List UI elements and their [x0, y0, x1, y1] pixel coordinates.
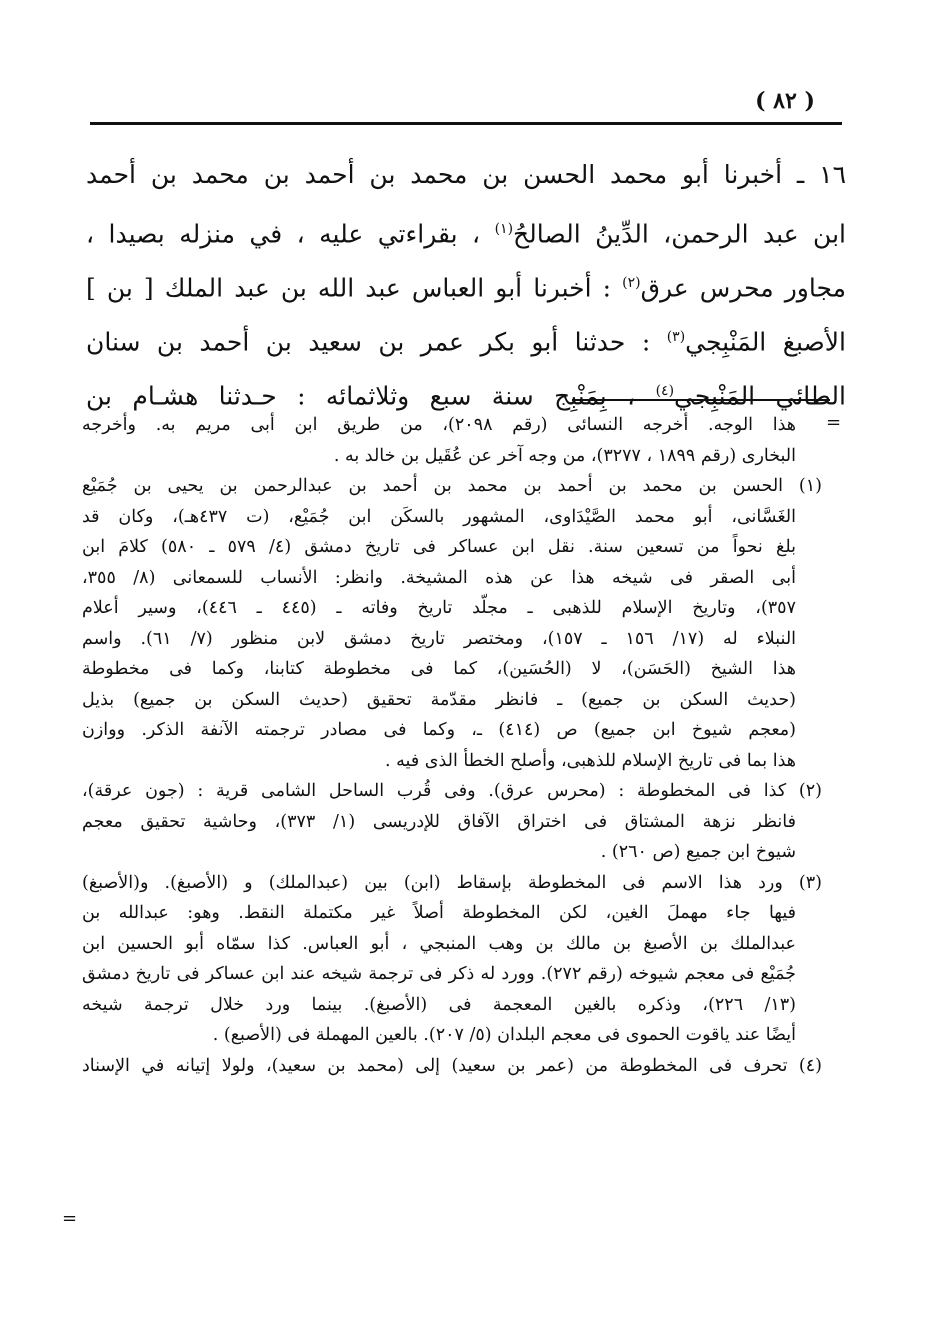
footnote-reference-4: (٤) — [655, 383, 675, 399]
footnote-line: النبلاء له (١٧/ ١٥٦ ـ ١٥٧)، ومختصر تاريخ دمشق لابن منظور (٧/ ٦١). واسم — [82, 628, 797, 649]
footnote-line: (٤) تحرف فى المخطوطة من (عمر بن سعيد) إلى (محمد بن سعيد)، ولولا إتيانه في الإسناد — [82, 1055, 822, 1076]
footnote-line: (١٣/ ٢٢٦)، وذكره بالغين المعجمة فى (الأصبغ). بينما ورد خلال ترجمة شيخه — [82, 994, 796, 1015]
main-text-line-1 — [86, 148, 846, 202]
main-text-line-3 — [86, 256, 846, 310]
main-text-line-4-rest: : حدثنا أبو بكر عمر بن سعيد بن أحمد بن سنان — [86, 327, 667, 357]
footnote-line: جُمَيْع فى معجم شيوخه (رقم ٢٧٢). وورد له ذكر فى ترجمة شيخه عند ابن عساكر فى تاريخ دمشق — [82, 964, 797, 984]
footnote-continuation-mark: = — [826, 412, 842, 433]
footnote-line: هذا بما فى تاريخ الإسلام للذهبى، وأصلح الخطأ الذى فيه . — [385, 750, 796, 771]
footnote-line: (٣) ورد هذا الاسم فى المخطوطة بإسقاط (ابن) بين (عبدالملك) و (الأصبغ). و(الأصبغ) — [82, 872, 822, 893]
main-text-line-4-text: الأصبغ المَنْبِجي — [685, 327, 846, 357]
footnote-line: هذا الشيخ (الحَسَن)، لا (الحُسَين)، كما فى مخطوطة كتابنا، وكما فى مخطوطة — [82, 659, 796, 679]
main-text-line-3-rest: : أخبرنا أبو العباس عبد الله بن عبد الملك [ بن ] — [86, 273, 623, 303]
footnote-line: (١) الحسن بن محمد بن أحمد بن محمد بن أحمد بن عبدالرحمن بن يحيى بن جُمَيْع — [82, 476, 822, 496]
main-text-line-3-text: مجاور محرس عرق — [640, 273, 846, 303]
footnote-reference-2: (٢) — [622, 275, 641, 291]
footnote-trailing-mark: = — [62, 1208, 78, 1229]
main-text-line-2-text: ابن عبد الرحمن، الدِّينُ الصالحُ — [513, 219, 846, 249]
main-text-line-5-rest: ، بِمَنْبِج سنة سبع وثلاثمائه : حـدثنا هشـام بن — [86, 381, 656, 411]
main-text — [86, 148, 846, 418]
footnote-line: أبى الصقر فى شيخه هذا عن هذه المشيخة. وانظر: الأنساب للسمعانى (٨/ ٣٥٥، — [82, 567, 796, 588]
header-rule — [90, 122, 842, 125]
footnote-line: الغَسَّانى، أبو محمد الصَّيْدَاوى، المشهور بالسكَن ابن جُمَيْع، (ت ٤٣٧هـ)، وكان قد — [82, 506, 796, 527]
footnote-separator-rule — [572, 399, 830, 401]
footnote-line: عبدالملك بن الأصبغ بن مالك بن وهب المنبجي ، أبو العباس. كذا سمّاه أبو الحسين ابن — [82, 933, 796, 954]
main-text-line-2 — [86, 202, 846, 256]
footnote-line: (حديث السكن بن جميع) ـ فانظر مقدّمة تحقيق (حديث السكن بن جميع) بذيل — [82, 689, 796, 710]
page-number: ( ٨٢ ) — [755, 88, 815, 114]
footnote-line: هذا الوجه. أخرجه النسائى (رقم ٢٠٩٨)، من طريق ابن أبى مريم به. وأخرجه — [82, 415, 796, 435]
main-text-line-5-text: الطائي المَنْبِجي — [674, 381, 846, 411]
footnote-line: (معجم شيوخ ابن جميع) ص (٤١٤) ـ، وكما فى مصادر ترجمته الآنفة الذكر. ووازن — [82, 720, 797, 740]
footnote-reference-1: (١) — [494, 221, 514, 237]
footnote-line: البخارى (رقم ١٨٩٩ ، ٣٢٧٧)، من وجه آخر عن عُقَيل بن خالد به . — [333, 445, 796, 466]
footnotes — [82, 410, 822, 1081]
footnote-line: فانظر نزهة المشتاق فى اختراق الآفاق للإدريسى (١/ ٣٧٣)، وحاشية تحقيق معجم — [82, 811, 797, 832]
footnote-reference-3: (٣) — [666, 329, 686, 345]
footnote-line: أيضًا عند ياقوت الحموى فى معجم البلدان (٥/ ٢٠٧). بالعين المهملة فى (الأصبع) . — [212, 1025, 796, 1045]
footnote-line: (٢) كذا فى المخطوطة : (محرس عرق). وفى قُرب الساحل الشامى قرية : (جون عرقة)، — [82, 781, 822, 801]
main-text-line-4 — [86, 310, 846, 364]
footnote-line: شيوخ ابن جميع (ص ٢٦٠) . — [600, 842, 796, 862]
main-text-line-1-text: ١٦ ـ أخبرنا أبو محمد الحسن بن محمد بن أحمد بن محمد بن أحمد — [86, 160, 846, 189]
footnote-line: فيها جاء مهملَ الغين، لكن المخطوطة أصلاً غير مكتملة النقط. وهو: عبدالله بن — [82, 903, 796, 923]
footnote-line: بلغ نحواً من تسعين سنة. نقل ابن عساكر فى تاريخ دمشق (٤/ ٥٧٩ ـ ٥٨٠) كلامَ ابن — [82, 537, 796, 557]
footnote-line: ٣٥٧)، وتاريخ الإسلام للذهبى ـ مجلّد تاريخ وفاته ـ (٤٤٥ ـ ٤٤٦)، وسير أعلام — [82, 598, 796, 618]
main-text-line-2-rest: ، بقراءتي عليه ، في منزله بصيدا ، — [86, 219, 495, 249]
